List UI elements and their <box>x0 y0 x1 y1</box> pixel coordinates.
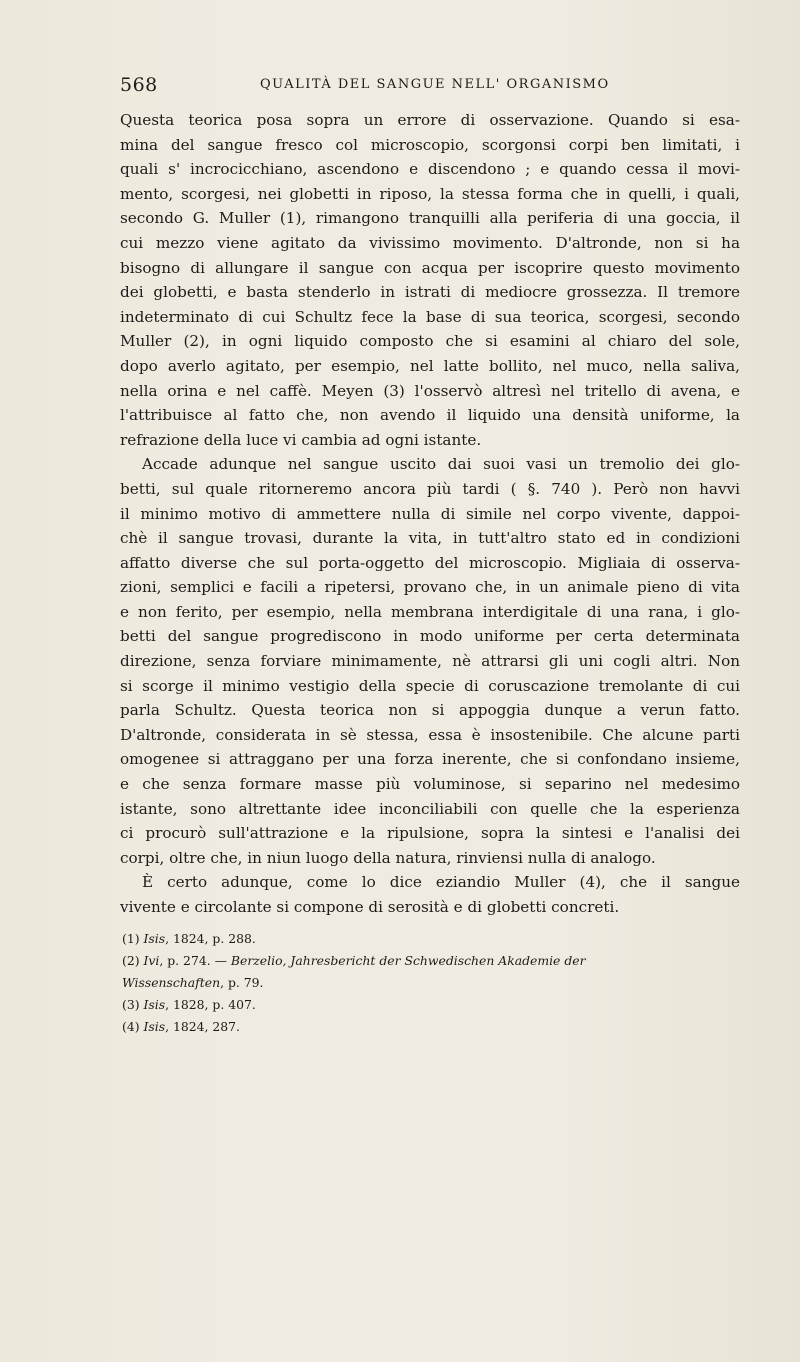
footnote-source: Ivi <box>143 953 160 968</box>
text-line: dopo averlo agitato, per esempio, nel latte bollito, nel muco, nella saliva, <box>120 356 740 375</box>
text-line: direzione, senza forviare minimamente, nè attrarsi gli uni cogli altri. Non <box>120 652 740 671</box>
text-line: mina del sangue fresco col microscopio, scorgonsi corpi ben limitati, i <box>120 135 740 154</box>
text-line: bisogno di allungare il sangue con acqua per iscoprire questo movimento <box>120 258 740 277</box>
page-header <box>120 74 740 98</box>
text-line: secondo G. Muller (1), rimangono tranquilli alla periferia di una goccia, il <box>120 209 740 228</box>
text-line: istante, sono altrettante idee inconciliabili con quelle che la esperienza <box>120 799 740 818</box>
text-line: refrazione della luce vi cambia ad ogni istante. <box>120 430 482 449</box>
text-line: zioni, semplici e facili a ripetersi, provano che, in un animale pieno di vita <box>120 578 740 597</box>
footnote-text: , p. 274. — <box>159 953 231 968</box>
footnote-source: Isis <box>143 931 166 946</box>
footnote-text: , 1828, p. 407. <box>165 997 256 1012</box>
footnote-number: (3) <box>122 997 140 1012</box>
footnote-3 <box>122 994 742 1016</box>
text-line: indeterminato di cui Schultz fece la base di sua teorica, scorgesi, secondo <box>120 307 740 326</box>
footnote-title: Berzelio, Jahresbericht der Schwedischen Akademie der <box>230 953 586 968</box>
text-line: mento, scorgesi, nei globetti in riposo, la stessa forma che in quelli, i quali, <box>120 184 740 203</box>
text-line: parla Schultz. Questa teorica non si appoggia dunque a verun fatto. <box>120 701 740 720</box>
text-line: betti, sul quale ritorneremo ancora più tardi ( §. 740 ). Però non havvi <box>120 479 740 498</box>
running-head: QUALITÀ DEL SANGUE NELL' ORGANISMO <box>260 77 610 92</box>
text-line: Questa teorica posa sopra un errore di osservazione. Quando si esa- <box>120 111 740 129</box>
text-line: nella orina e nel caffè. Meyen (3) l'osservò altresì nel tritello di avena, e <box>120 381 740 400</box>
text-line: ci procurò sull'attrazione e la ripulsione, sopra la sintesi e l'analisi dei <box>120 824 740 843</box>
text-line: betti del sangue progrediscono in modo uniforme per certa determinata <box>120 627 740 646</box>
body-text <box>120 108 740 920</box>
text-line: omogenee si attraggano per una forza inerente, che si confondano insieme, <box>120 750 740 769</box>
text-line: e che senza formare masse più voluminose, si separino nel medesimo <box>120 775 740 794</box>
text-line: D'altronde, considerata in sè stessa, essa è insostenibile. Che alcune parti <box>120 725 740 744</box>
text-line: Muller (2), in ogni liquido composto che si esamini al chiaro del sole, <box>120 332 740 351</box>
footnote-number: (4) <box>122 1019 140 1034</box>
footnote-2 <box>122 950 742 972</box>
text-line: l'attribuisce al fatto che, non avendo il liquido una densità uniforme, la <box>120 406 740 425</box>
footnote-source: Isis <box>143 997 166 1012</box>
text-line: e non ferito, per esempio, nella membrana interdigitale di una rana, i glo- <box>120 602 740 621</box>
text-line: Accade adunque nel sangue uscito dai suoi vasi un tremolio dei glo- <box>142 455 740 474</box>
text-line: È certo adunque, come lo dice eziandio Muller (4), che il sangue <box>142 873 740 892</box>
footnote-2-continued <box>122 972 742 994</box>
footnotes <box>122 928 742 1038</box>
footnote-4 <box>122 1016 742 1038</box>
footnote-text: , 1824, p. 288. <box>165 931 256 946</box>
text-line: il minimo motivo di ammettere nulla di simile nel corpo vivente, dappoi- <box>120 504 740 523</box>
footnote-title: Wissenschaften <box>122 975 221 990</box>
footnote-number: (1) <box>122 931 140 946</box>
footnote-text: , p. 79. <box>220 975 264 990</box>
text-line: corpi, oltre che, in niun luogo della natura, rinviensi nulla di analogo. <box>120 848 656 867</box>
text-line: affatto diverse che sul porta-oggetto del microscopio. Migliaia di osserva- <box>120 553 740 572</box>
page-number: 568 <box>120 74 158 96</box>
footnote-1 <box>122 928 742 950</box>
text-line: chè il sangue trovasi, durante la vita, in tutt'altro stato ed in condizioni <box>120 529 740 548</box>
text-line: vivente e circolante si compone di serosità e di globetti concreti. <box>120 898 620 916</box>
text-line: dei globetti, e basta stenderlo in istrati di mediocre grossezza. Il tremore <box>120 283 740 302</box>
footnote-source: Isis <box>143 1019 166 1034</box>
footnote-text: , 1824, 287. <box>165 1019 240 1034</box>
footnote-number: (2) <box>122 953 140 968</box>
text-line: cui mezzo viene agitato da vivissimo movimento. D'altronde, non si ha <box>120 233 740 252</box>
text-line: si scorge il minimo vestigio della specie di coruscazione tremolante di cui <box>120 676 740 695</box>
text-line: quali s' incrocicchiano, ascendono e discendono ; e quando cessa il movi- <box>120 160 740 179</box>
